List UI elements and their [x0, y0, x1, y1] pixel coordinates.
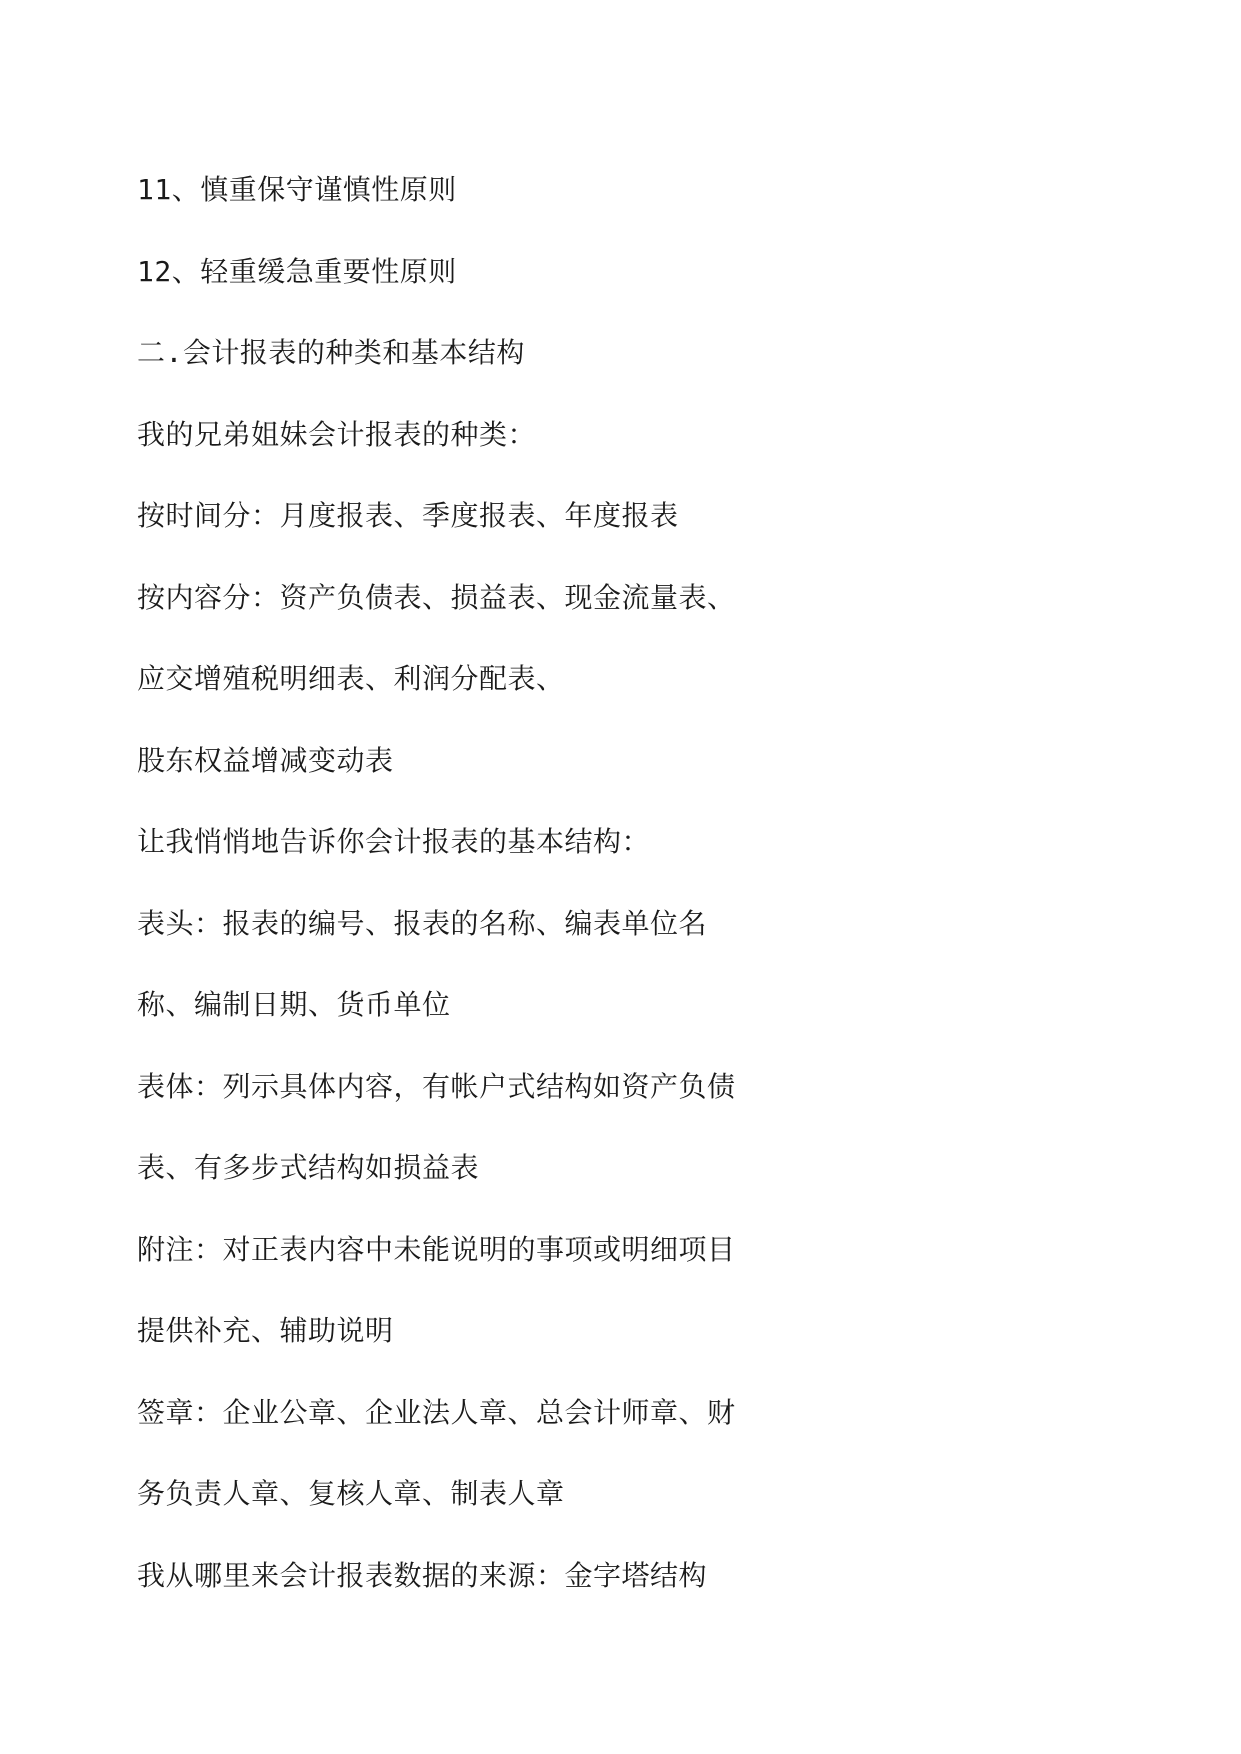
text-line: 股东权益增减变动表	[137, 743, 394, 777]
text-line: 11、慎重保守谨慎性原则	[137, 173, 457, 206]
text-line: 按内容分：资产负债表、损益表、现金流量表、	[137, 580, 736, 614]
section-heading: 二.会计报表的种类和基本结构	[137, 336, 525, 369]
text-line: 按时间分：月度报表、季度报表、年度报表	[137, 499, 679, 532]
text-line: 12、轻重缓急重要性原则	[137, 254, 457, 288]
text-line: 称、编制日期、货币单位	[137, 988, 451, 1021]
text-line: 表头：报表的编号、报表的名称、编表单位名	[137, 906, 708, 940]
text-line: 附注：对正表内容中未能说明的事项或明细项目	[137, 1232, 736, 1266]
text-line: 签章：企业公章、企业法人章、总会计师章、财	[137, 1395, 736, 1429]
text-line: 应交增殖税明细表、利润分配表、	[137, 662, 565, 695]
text-line: 我的兄弟姐妹会计报表的种类：	[137, 417, 537, 451]
text-line: 让我悄悄地告诉你会计报表的基本结构：	[137, 825, 651, 858]
text-line: 提供补充、辅助说明	[137, 1314, 394, 1347]
text-line: 务负责人章、复核人章、制表人章	[137, 1477, 565, 1510]
document-body	[137, 164, 1137, 1631]
text-line: 表、有多步式结构如损益表	[137, 1151, 480, 1184]
text-line: 表体：列示具体内容，有帐户式结构如资产负债	[137, 1069, 736, 1103]
text-line: 我从哪里来会计报表数据的来源：金字塔结构	[137, 1558, 708, 1592]
